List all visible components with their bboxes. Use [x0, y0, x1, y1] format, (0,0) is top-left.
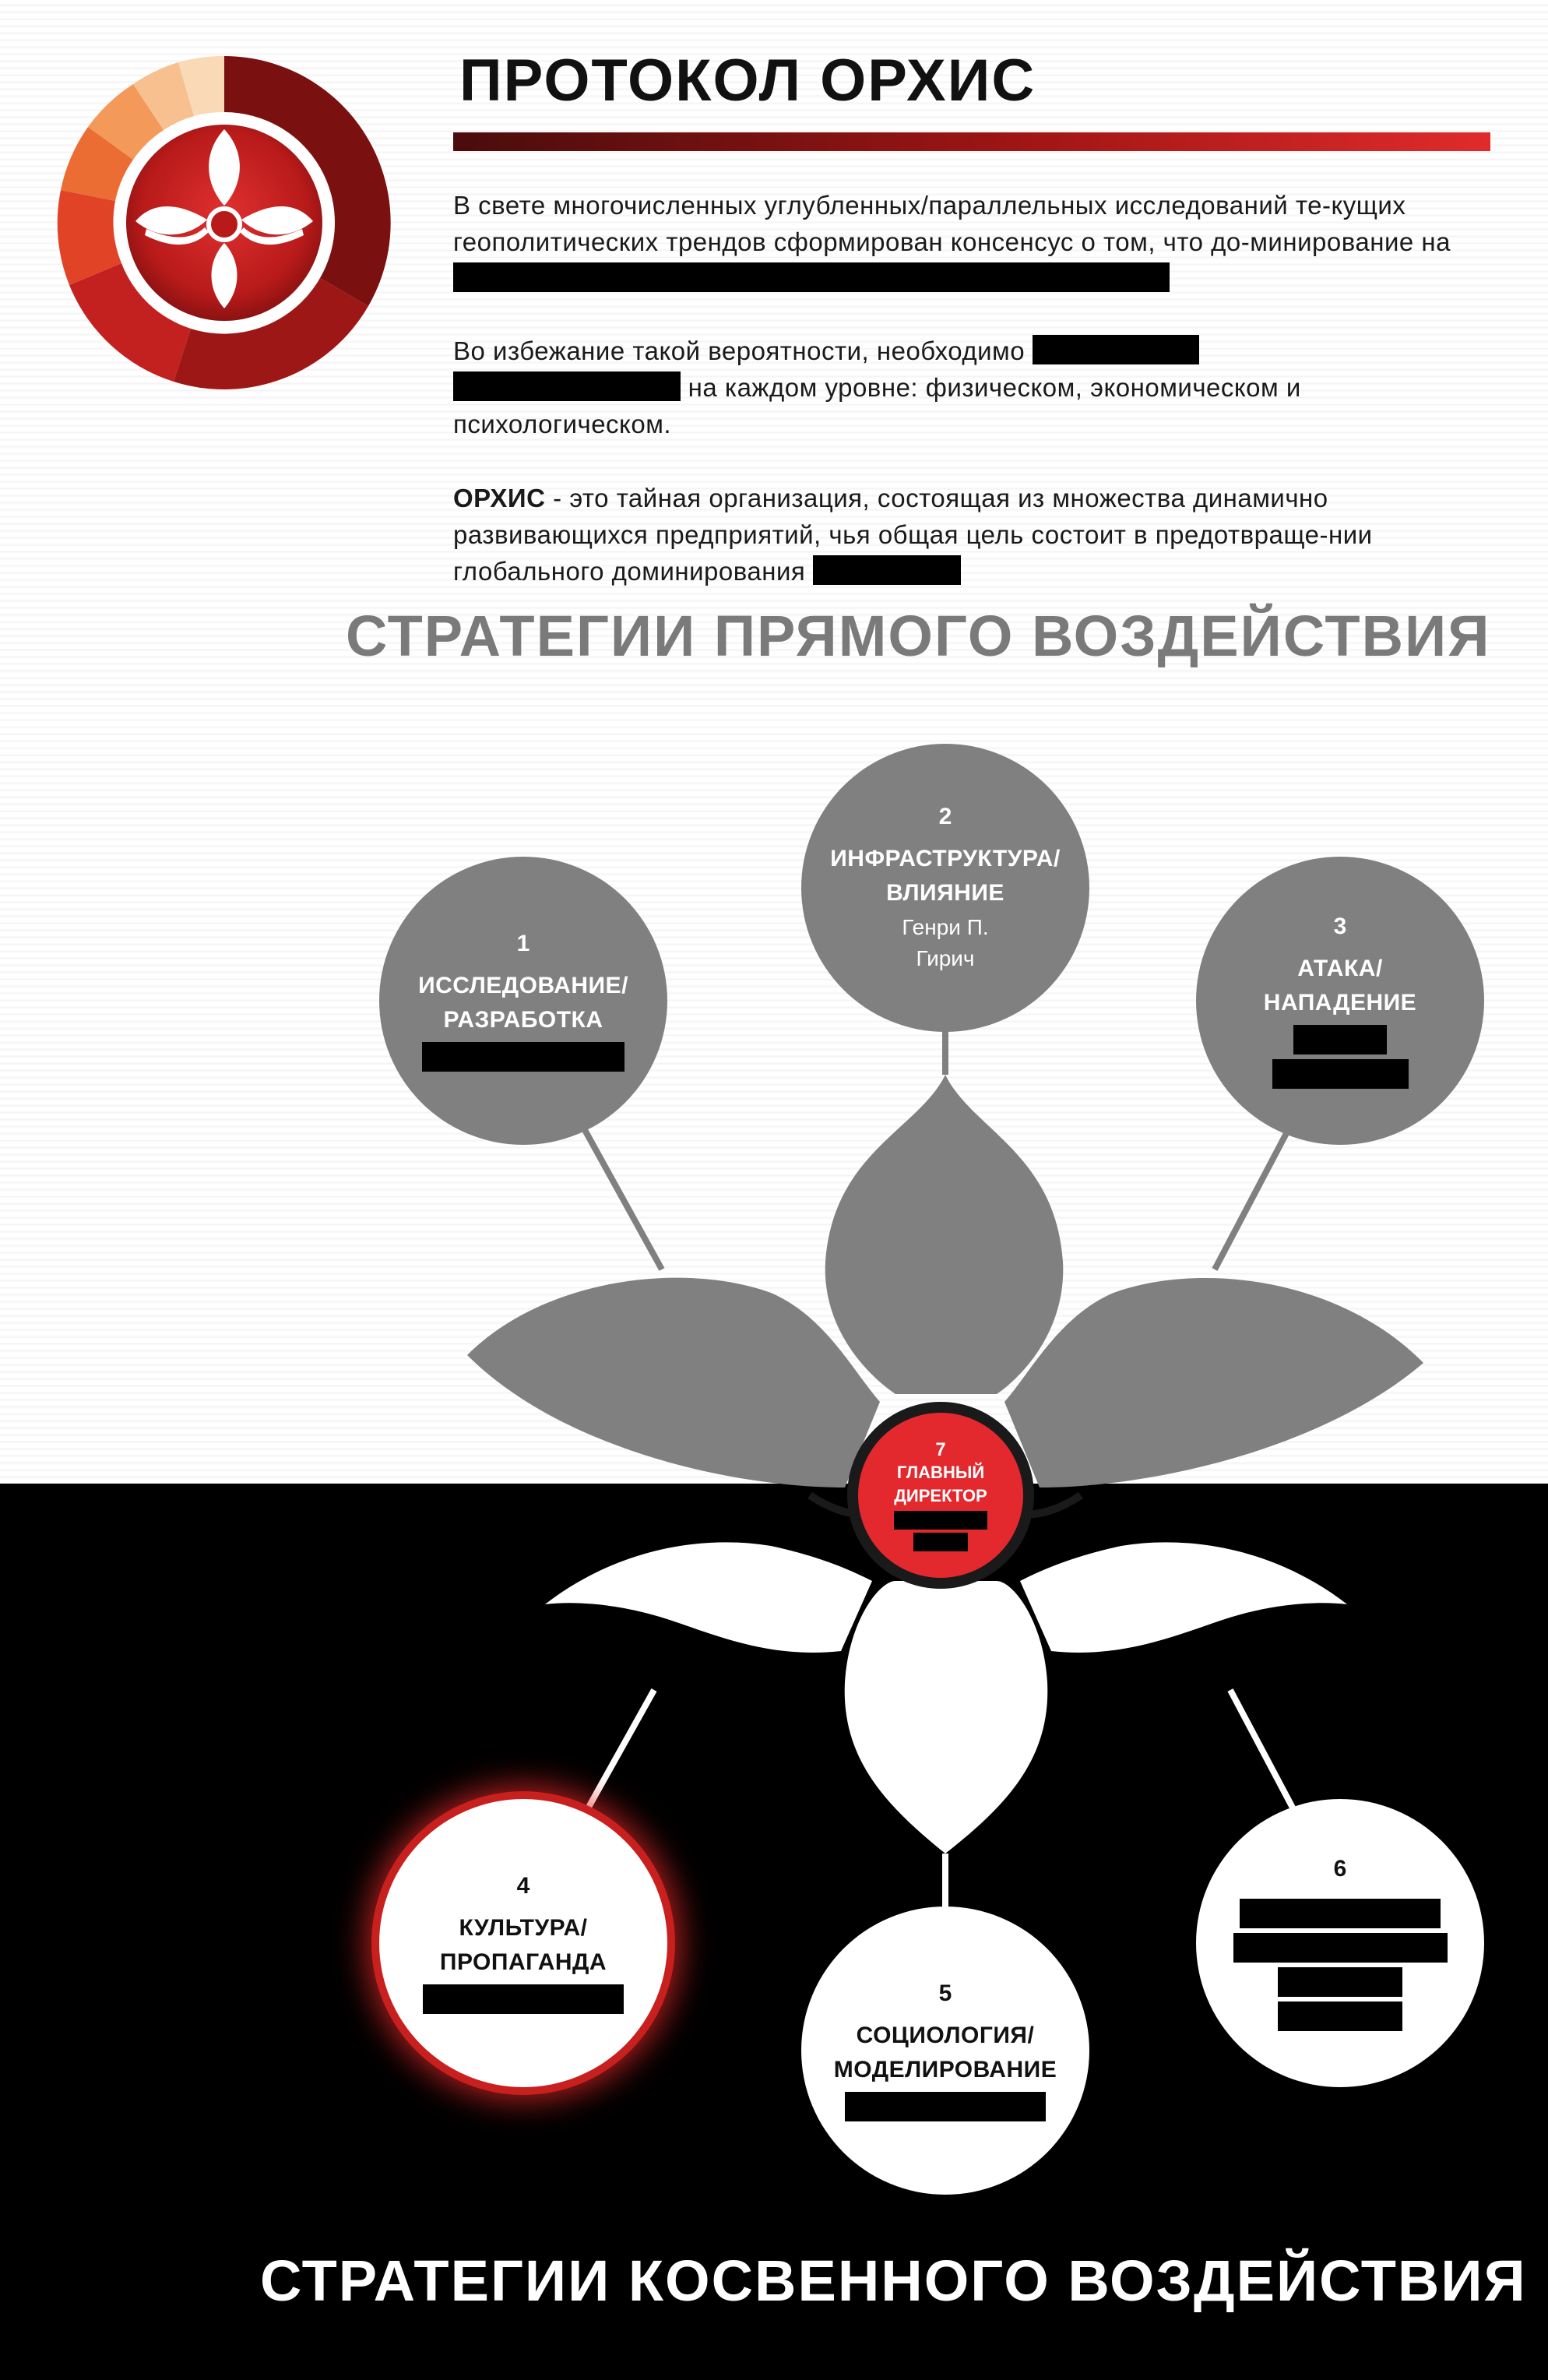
petal-lower-left: [545, 1542, 872, 1653]
node-1-label-1: ИССЛЕДОВАНИЕ/: [418, 973, 628, 998]
node-2-infrastructure: [801, 744, 1089, 1032]
node-1-research: [379, 857, 667, 1145]
node-4-label-1: КУЛЬТУРА/: [459, 1915, 588, 1941]
node-3-label-1: АТАКА/: [1297, 956, 1383, 981]
node-5-label-1: СОЦИОЛОГИЯ/: [856, 2023, 1035, 2048]
node-6-number: 6: [1333, 1856, 1347, 1882]
node-2-label-2: ВЛИЯНИЕ: [886, 880, 1004, 906]
intro-text-2a: Во избежание такой вероятности, необходимо: [453, 336, 1026, 365]
redaction-bar: [1278, 2002, 1402, 2031]
node-3-number: 3: [1333, 914, 1347, 939]
node-1-label-2: РАЗРАБОТКА: [443, 1007, 603, 1033]
connector-line-4: [580, 1690, 654, 1822]
redaction-bar: [913, 1533, 968, 1551]
redaction-bar: [1240, 1899, 1441, 1928]
node-3-attack: [1196, 857, 1484, 1145]
connector-line-6: [1230, 1690, 1300, 1822]
connector-line-1: [580, 1121, 662, 1269]
intro-text-3: - это тайная организация, состоящая из множества динамично развивающихся предприятий, чья общая цель состоит в предотвраще-нии глобального доминирования: [453, 484, 1373, 586]
redaction-bar: [845, 2092, 1046, 2121]
node-2-person-1: Генри П.: [902, 915, 989, 939]
indirect-strategies-heading: СТРАТЕГИИ КОСВЕННОГО ВОЗДЕЙСТВИЯ: [260, 2248, 1527, 2313]
petal-upper-right: [1004, 1278, 1423, 1488]
petal-up: [825, 1075, 1064, 1394]
direct-strategies-heading: СТРАТЕГИИ ПРЯМОГО ВОЗДЕЙСТВИЯ: [346, 604, 1491, 668]
petal-upper-left: [467, 1278, 880, 1488]
node-1-number: 1: [516, 931, 530, 956]
redaction-bar: [1278, 1967, 1402, 1997]
intro-text-2b: на каждом уровне: физическом, экономическом и психологическом.: [453, 373, 1301, 438]
node-2-person-2: Гирич: [916, 946, 975, 970]
redaction-bar: [1233, 1933, 1448, 1963]
petal-lower-right: [1020, 1542, 1347, 1653]
node-5-label-2: МОДЕЛИРОВАНИЕ: [833, 2057, 1057, 2082]
node-3-label-2: НАПАДЕНИЕ: [1263, 990, 1417, 1016]
node-4-culture: [379, 1799, 667, 2087]
redaction-bar: [423, 1984, 624, 2014]
node-4-number: 4: [516, 1873, 530, 1899]
node-6-redacted: [1196, 1799, 1484, 2087]
node-7-director: [847, 1402, 1034, 1589]
redaction-bar: [894, 1511, 987, 1530]
redaction-bar: [1272, 1059, 1409, 1089]
redaction-bar: [1293, 1025, 1387, 1054]
node-7-number: 7: [935, 1439, 946, 1460]
intro-text-1: В свете многочисленных углубленных/параллельных исследований те-кущих геополитических трендов сформирован консенсус о том, что до-минирование на: [453, 191, 1451, 256]
node-2-label-1: ИНФРАСТРУКТУРА/: [830, 846, 1061, 871]
node-5-number: 5: [938, 1980, 952, 2006]
connector-line-3: [1215, 1121, 1293, 1269]
petal-down: [845, 1581, 1048, 1854]
node-7-label-2: ДИРЕКТОР: [894, 1486, 987, 1505]
node-7-label-1: ГЛАВНЫЙ: [896, 1463, 985, 1482]
orchis-term: ОРХИС: [453, 484, 546, 512]
node-2-number: 2: [938, 804, 952, 829]
node-4-label-2: ПРОПАГАНДА: [439, 1949, 607, 1975]
page-title: ПРОТОКОЛ ОРХИС: [459, 48, 1036, 114]
node-5-sociology: [801, 1906, 1089, 2195]
redaction-bar: [422, 1042, 624, 1072]
